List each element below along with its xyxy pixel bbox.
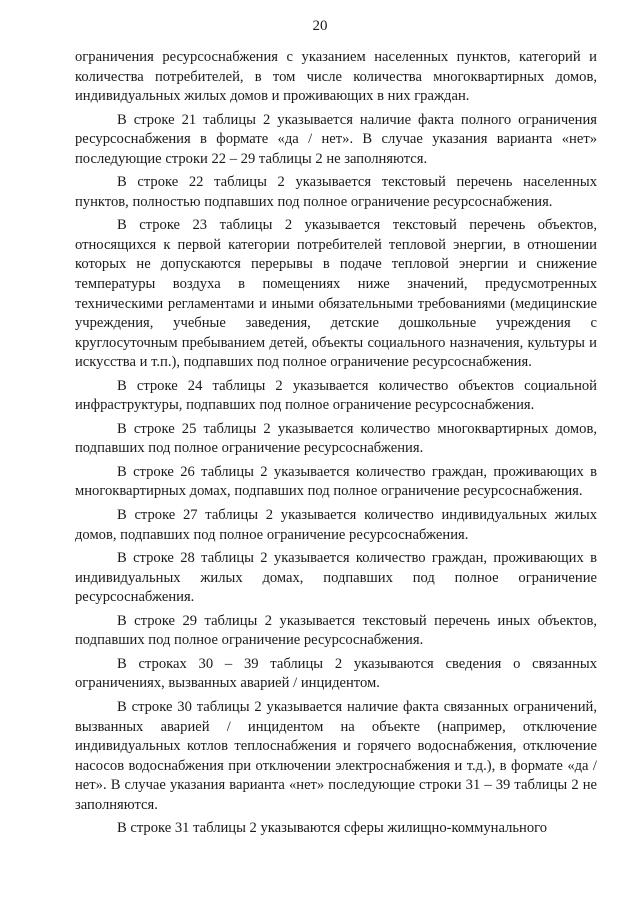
- paragraph: ограничения ресурсоснабжения с указанием населенных пунктов, категорий и количества потребителей, в том числе количества многоквартирных домов, индивидуальных жилых домов и проживающих в них граждан.: [75, 49, 597, 105]
- paragraph: В строке 27 таблицы 2 указывается количество индивидуальных жилых домов, подпавших под полное ограничение ресурсоснабжения.: [75, 507, 597, 543]
- paragraph: В строке 31 таблицы 2 указываются сферы жилищно-коммунального: [117, 820, 548, 837]
- paragraph: В строке 23 таблицы 2 указывается текстовый перечень объектов, относящихся к первой категории потребителей тепловой энергии, в отношении которых не допускаются перерывы в подаче тепловой энергии и снижение температуры воздуха в помещениях ниже значений, предусмотренных техническими регламентами и иными обязательными требованиями (медицинские учреждения, учебные заведения, детские дошкольные учреждения с круглосуточным пребыванием детей, объекты социального назначения, культуры и искусства и т.п.), подпавших под полное ограничение ресурсоснабжения.: [75, 217, 597, 371]
- paragraph: В строке 21 таблицы 2 указывается наличие факта полного ограничения ресурсоснабжения в формате «да / нет». В случае указания варианта «нет» последующие строки 22 – 29 таблицы 2 не заполняются.: [75, 111, 597, 167]
- page-number: 20: [312, 18, 328, 34]
- paragraph: В строке 25 таблицы 2 указывается количество многоквартирных домов, подпавших под полное ограничение ресурсоснабжения.: [75, 420, 597, 457]
- paragraph: В строке 28 таблицы 2 указывается количество граждан, проживающих в индивидуальных жилых домах, подпавших под полное ограничение ресурсоснабжения.: [75, 550, 597, 606]
- paragraph: В строке 29 таблицы 2 указывается текстовый перечень иных объектов, подпавших под полное ограничение ресурсоснабжения.: [75, 612, 597, 649]
- paragraph: В строке 22 таблицы 2 указывается текстовый перечень населенных пунктов, полностью подпавших под полное ограничение ресурсоснабжения.: [75, 174, 597, 210]
- paragraph: В строках 30 – 39 таблицы 2 указываются сведения о связанных ограничениях, вызванных аварией / инцидентом.: [75, 655, 597, 692]
- document-body: [75, 48, 597, 843]
- paragraph: В строке 30 таблицы 2 указывается наличие факта связанных ограничений, вызванных аварией / инцидентом на объекте (например, отключение индивидуальных котлов теплоснабжения и горячего водоснабжения, отключение насосов водоснабжения при отключении электроснабжения и т.д.), в формате «да / нет». В случае указания варианта «нет» последующие строки 31 – 39 таблицы 2 не заполняются.: [75, 698, 597, 813]
- paragraph: В строке 24 таблицы 2 указывается количество объектов социальной инфраструктуры, подпавших под полное ограничение ресурсоснабжения.: [75, 377, 597, 414]
- paragraph: В строке 26 таблицы 2 указывается количество граждан, проживающих в многоквартирных домах, подпавших под полное ограничение ресурсоснабжения.: [75, 463, 597, 500]
